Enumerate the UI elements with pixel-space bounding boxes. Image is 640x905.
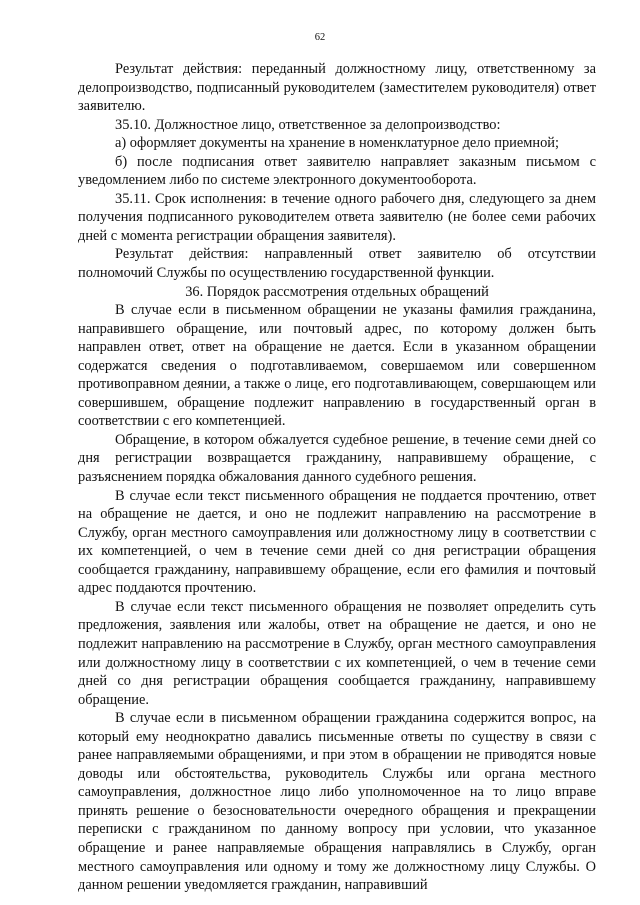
paragraph-unreadable-text: В случае если текст письменного обращения не поддается прочтению, ответ на обращение не дается, и оно не подлежит направлению на рассмотрение в Службу, орган местного самоуправления или должностному лицу в соответствии с их компетенцией, о чем в течение семи дней со дня регистрации обращения сообщается гражданину, направившему обращение, если его фамилия и почтовый адрес поддаются прочтению. — [78, 487, 596, 597]
paragraph-35-10: 35.10. Должностное лицо, ответственное за делопроизводство: — [115, 116, 501, 133]
paragraph-35-11: 35.11. Срок исполнения: в течение одного рабочего дня, следующего за днем получения подписанного руководителем ответа заявителю (не более семи рабочих дней с момента регистрации обращения заявителя). — [78, 190, 596, 244]
paragraph-result-sent: Результат действия: направленный ответ заявителю об отсутствии полномочий Службы по осуществлению государственной функции. — [78, 246, 596, 282]
paragraph-35-10-b: б) после подписания ответ заявителю направляет заказным письмом с уведомлением либо по системе электронного документооборота. — [78, 153, 596, 189]
paragraph-unclear-essence: В случае если текст письменного обращения не позволяет определить суть предложения, заявления или жалобы, ответ на обращение не дается, и оно не подлежит направлению на рассмотрение в Службу, орган местного самоуправления или должностному лицу в соответствии с их компетенцией, о чем в течение семи дней со дня регистрации обращения сообщается гражданину, направившему обращение. — [78, 598, 596, 708]
paragraph-35-10-a: а) оформляет документы на хранение в номенклатурное дело приемной; — [115, 135, 559, 152]
section-heading-36: 36. Порядок рассмотрения отдельных обращений — [185, 283, 489, 300]
paragraph-repeated-question: В случае если в письменном обращении гражданина содержится вопрос, на который ему неоднократно давались письменные ответы по существу в связи с ранее направляемыми обращениями, и при этом в обращении не приводятся новые доводы или обстоятельства, руководитель Службы или органа местного самоуправления, должностное лицо либо уполномоченное на то лицо вправе принять решение о безосновательности очередного обращения и прекращении переписки с гражданином по данному вопросу при условии, что указанное обращение и ранее направляемые обращения направлялись в Службу, орган местного самоуправления или одному и тому же должностному лицу Службы. О данном решении уведомляется гражданин, направивший — [78, 710, 596, 894]
paragraph-no-surname: В случае если в письменном обращении не указаны фамилия гражданина, направившего обращение, или почтовый адрес, по которому должен быть направлен ответ, ответ на обращение не дается. Если в указанном обращении содержатся сведения о подготавливаемом, совершаемом или совершенном противоправном деянии, а также о лице, его подготавливающем, совершающем или совершившем, обращение подлежит направлению в государственный орган в соответствии с его компетенцией. — [78, 302, 596, 430]
document-body — [78, 60, 596, 895]
page-number: 62 — [314, 32, 326, 43]
paragraph-result-transfer: Результат действия: переданный должностному лицу, ответственному за делопроизводство, подписанный руководителем (заместителем руководителя) ответ заявителю. — [78, 61, 596, 115]
paragraph-court-decision: Обращение, в котором обжалуется судебное решение, в течение семи дней со дня регистрации возвращается гражданину, направившему обращение, с разъяснением порядка обжалования данного судебного решения. — [78, 431, 596, 486]
